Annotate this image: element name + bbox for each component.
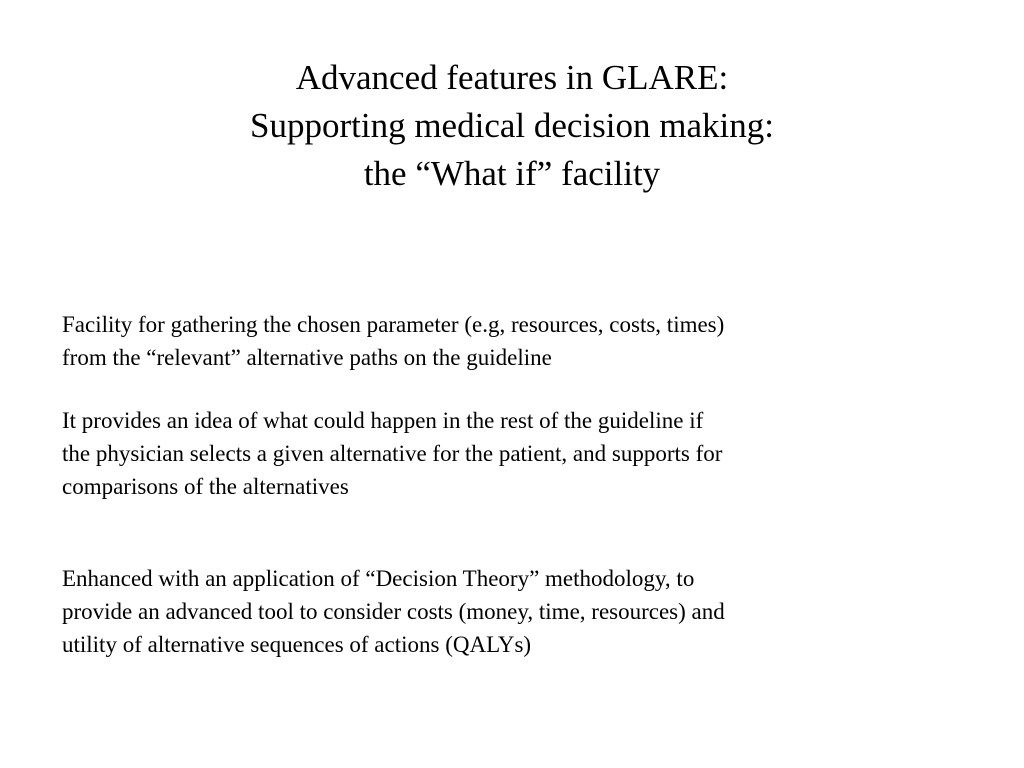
paragraph-facility [62, 308, 922, 374]
title-line-2: Supporting medical decision making: [250, 106, 774, 145]
paragraph-what-could-happen [62, 404, 922, 503]
paragraph-line: the physician selects a given alternative for the patient, and supports for [62, 441, 723, 466]
title-line-3: the “What if” facility [363, 154, 661, 193]
paragraph-line: provide an advanced tool to consider costs (money, time, resources) and [62, 599, 725, 624]
paragraph-line: comparisons of the alternatives [62, 474, 349, 499]
paragraph-decision-theory [62, 562, 922, 661]
paragraph-line: Enhanced with an application of “Decision Theory” methodology, to [62, 566, 695, 591]
paragraph-line: utility of alternative sequences of actions (QALYs) [62, 632, 532, 657]
title-line-1: Advanced features in GLARE: [295, 58, 729, 97]
slide-title [0, 54, 1024, 198]
paragraph-line: It provides an idea of what could happen in the rest of the guideline if [62, 408, 704, 433]
paragraph-line: from the “relevant” alternative paths on the guideline [62, 345, 552, 370]
paragraph-line: Facility for gathering the chosen parameter (e.g, resources, costs, times) [62, 312, 725, 337]
